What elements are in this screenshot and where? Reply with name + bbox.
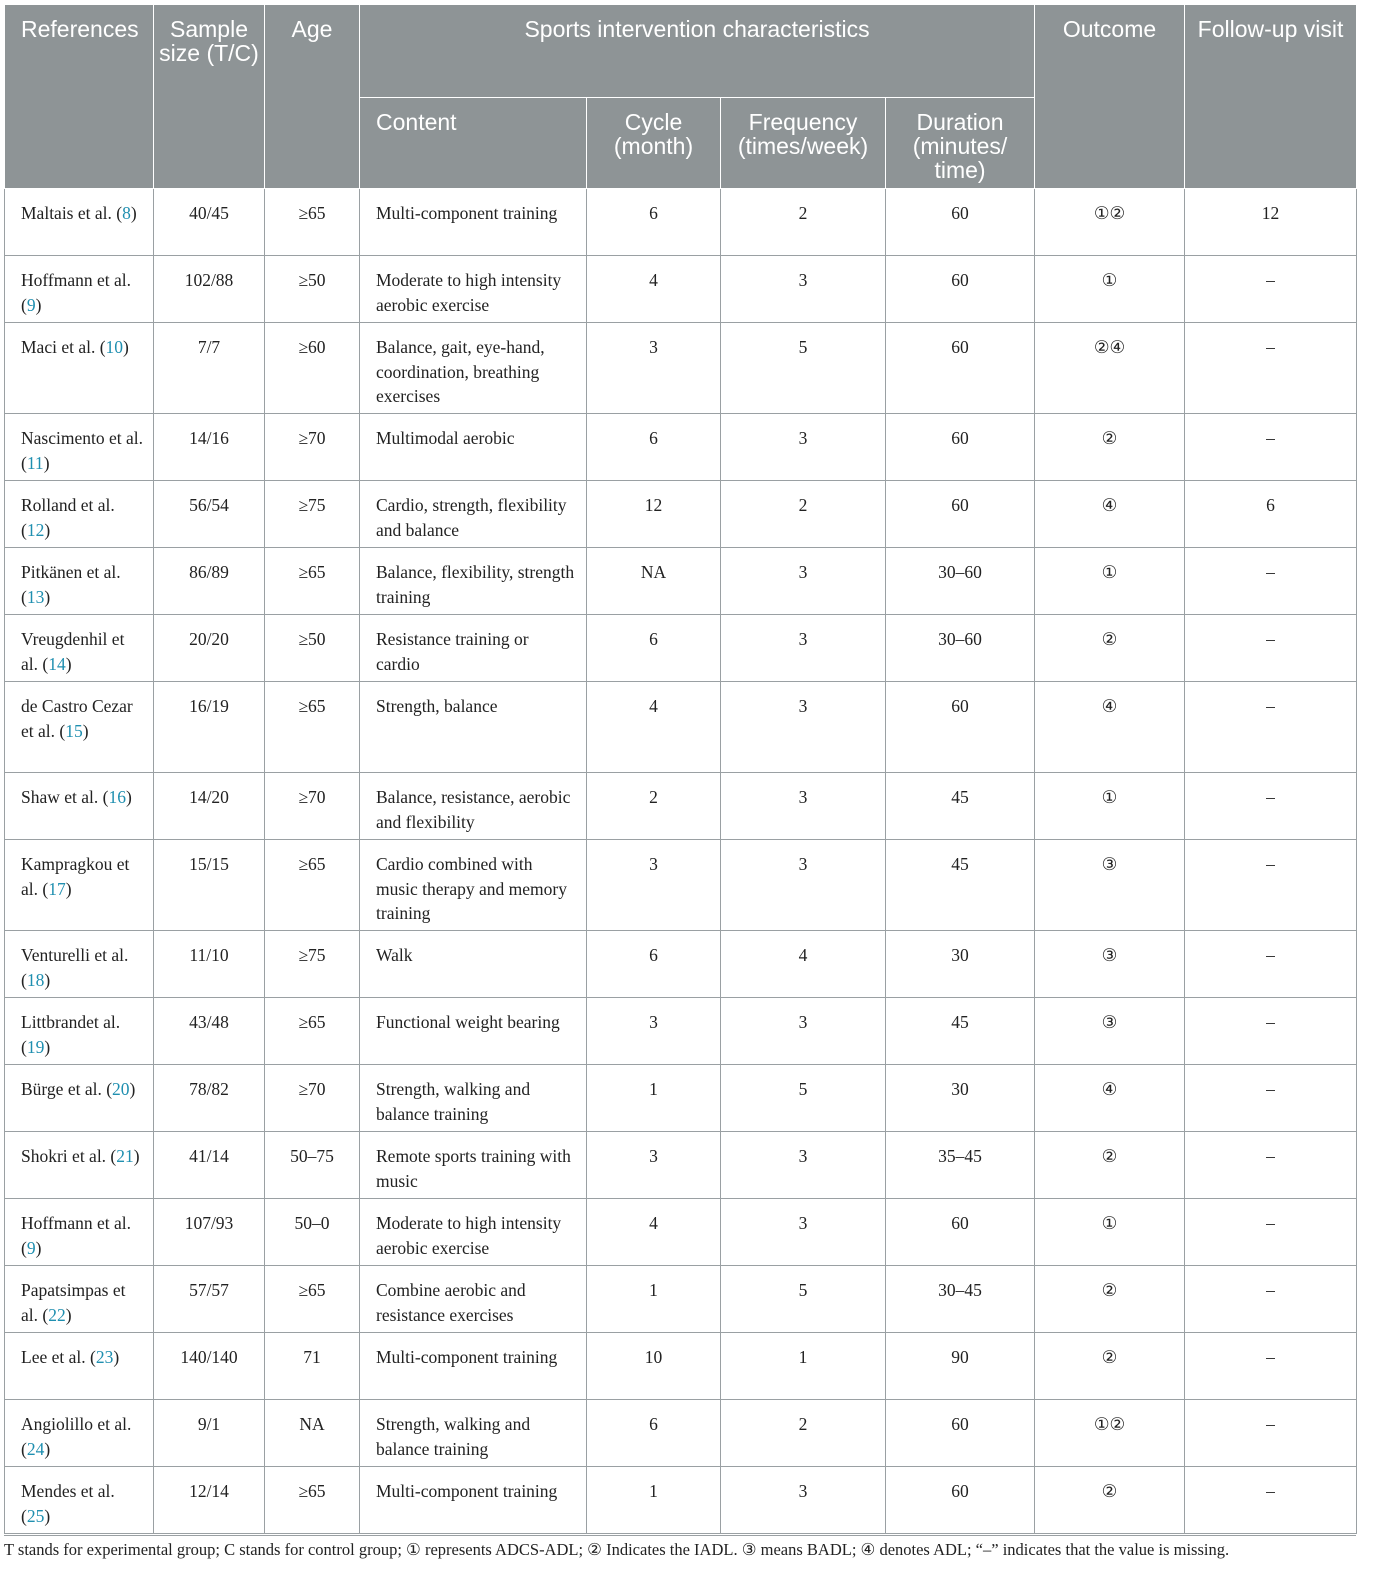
cell-frequency: 3 (721, 840, 886, 931)
cell-duration: 60 (886, 481, 1035, 548)
cell-content: Combine aerobic and resistance exercises (360, 1266, 587, 1333)
table-header (5, 5, 1357, 189)
cell-outcome: ① (1035, 548, 1185, 615)
cell-outcome: ③ (1035, 998, 1185, 1065)
reference-authors: Angiolillo et al. ( (21, 1414, 132, 1459)
reference-close-paren: ) (123, 337, 129, 357)
header-outcome: Outcome (1035, 5, 1185, 189)
cell-reference (5, 189, 154, 256)
reference-close-paren: ) (65, 1304, 72, 1325)
cell-age: ≥65 (265, 1467, 360, 1534)
table-row (5, 840, 1357, 931)
cell-follow-up: – (1185, 1065, 1357, 1132)
cell-content: Moderate to high intensity aerobic exercise (360, 1199, 587, 1266)
cell-outcome: ① (1035, 1199, 1185, 1266)
cell-cycle: 6 (587, 1400, 721, 1467)
cell-follow-up: 12 (1185, 189, 1357, 256)
cell-cycle: 1 (587, 1266, 721, 1333)
cell-cycle: 6 (587, 931, 721, 998)
cell-sample-size: 7/7 (154, 323, 265, 414)
cell-age: ≥65 (265, 840, 360, 931)
cell-sample-size: 12/14 (154, 1467, 265, 1534)
cell-cycle: 4 (587, 1199, 721, 1266)
reference-close-paren: ) (129, 1079, 136, 1099)
reference-close-paren: ) (130, 203, 137, 223)
cell-frequency: 5 (721, 1266, 886, 1333)
cell-content: Moderate to high intensity aerobic exercise (360, 256, 587, 323)
header-follow-up: Follow-up visit (1185, 5, 1357, 189)
cell-sample-size: 20/20 (154, 615, 265, 682)
cell-outcome: ① (1035, 256, 1185, 323)
reference-authors: Shokri et al. ( (21, 1146, 117, 1166)
cell-reference (5, 1266, 154, 1333)
cell-content: Resistance training or cardio (360, 615, 587, 682)
cell-follow-up: – (1185, 414, 1357, 481)
cell-sample-size: 16/19 (154, 682, 265, 773)
cell-follow-up: – (1185, 1467, 1357, 1534)
cell-frequency: 3 (721, 773, 886, 840)
reference-authors: Pitkänen et al. ( (21, 562, 121, 607)
cell-cycle: 6 (587, 414, 721, 481)
cell-frequency: 3 (721, 1467, 886, 1534)
cell-age: ≥75 (265, 481, 360, 548)
cell-follow-up: – (1185, 548, 1357, 615)
reference-close-paren: ) (113, 1347, 120, 1367)
reference-citation-link[interactable]: 15 (65, 720, 83, 741)
cell-age: 50–0 (265, 1199, 360, 1266)
cell-outcome: ② (1035, 615, 1185, 682)
header-references: References (5, 5, 154, 189)
cell-reference (5, 931, 154, 998)
reference-close-paren: ) (44, 519, 51, 540)
reference-authors: Shaw et al. ( (21, 787, 109, 807)
cell-content: Cardio combined with music therapy and memory training (360, 840, 587, 931)
cell-cycle: 3 (587, 323, 721, 414)
cell-duration: 30 (886, 931, 1035, 998)
cell-frequency: 3 (721, 548, 886, 615)
cell-duration: 90 (886, 1333, 1035, 1400)
cell-duration: 60 (886, 1467, 1035, 1534)
reference-citation-link[interactable]: 24 (26, 1438, 45, 1459)
cell-age: ≥70 (265, 773, 360, 840)
table-row (5, 998, 1357, 1065)
cell-age: ≥65 (265, 682, 360, 773)
cell-sample-size: 15/15 (154, 840, 265, 931)
reference-citation-link[interactable]: 14 (48, 653, 66, 674)
cell-reference (5, 414, 154, 481)
reference-close-paren: ) (35, 294, 42, 315)
cell-frequency: 5 (721, 323, 886, 414)
cell-age: ≥50 (265, 615, 360, 682)
cell-reference (5, 481, 154, 548)
reference-citation-link[interactable]: 13 (26, 586, 45, 607)
cell-outcome: ② (1035, 1132, 1185, 1199)
table-row (5, 1266, 1357, 1333)
cell-sample-size: 11/10 (154, 931, 265, 998)
reference-citation-link[interactable]: 19 (26, 1036, 45, 1057)
cell-frequency: 3 (721, 256, 886, 323)
cell-age: ≥65 (265, 189, 360, 256)
cell-follow-up: – (1185, 840, 1357, 931)
cell-cycle: 3 (587, 1132, 721, 1199)
header-sports-intervention: Sports intervention characteristics (360, 5, 1035, 98)
cell-frequency: 1 (721, 1333, 886, 1400)
reference-close-paren: ) (133, 1146, 140, 1166)
cell-sample-size: 40/45 (154, 189, 265, 256)
cell-follow-up: – (1185, 615, 1357, 682)
cell-follow-up: – (1185, 256, 1357, 323)
reference-close-paren: ) (82, 720, 89, 741)
cell-cycle: NA (587, 548, 721, 615)
cell-outcome: ①② (1035, 1400, 1185, 1467)
cell-frequency: 3 (721, 998, 886, 1065)
cell-content: Multimodal aerobic (360, 414, 587, 481)
cell-frequency: 3 (721, 615, 886, 682)
cell-frequency: 3 (721, 682, 886, 773)
reference-authors: Littbrandet al. ( (21, 1012, 121, 1057)
cell-sample-size: 14/16 (154, 414, 265, 481)
cell-frequency: 3 (721, 1199, 886, 1266)
cell-sample-size: 107/93 (154, 1199, 265, 1266)
cell-frequency: 3 (721, 1132, 886, 1199)
cell-reference (5, 682, 154, 773)
cell-outcome: ③ (1035, 840, 1185, 931)
reference-close-paren: ) (44, 1036, 51, 1057)
cell-duration: 45 (886, 773, 1035, 840)
cell-frequency: 5 (721, 1065, 886, 1132)
cell-duration: 30–45 (886, 1266, 1035, 1333)
reference-authors: Rolland et al. ( (21, 495, 115, 540)
cell-reference (5, 1400, 154, 1467)
cell-frequency: 4 (721, 931, 886, 998)
reference-authors: Mendes et al. ( (21, 1481, 115, 1526)
cell-sample-size: 102/88 (154, 256, 265, 323)
cell-follow-up: – (1185, 1400, 1357, 1467)
cell-cycle: 10 (587, 1333, 721, 1400)
cell-content: Strength, balance (360, 682, 587, 773)
reference-close-paren: ) (35, 1237, 42, 1258)
reference-citation-link[interactable]: 12 (26, 519, 45, 540)
table-row (5, 1467, 1357, 1534)
cell-reference (5, 323, 154, 414)
cell-duration: 35–45 (886, 1132, 1035, 1199)
reference-citation-link[interactable]: 10 (105, 337, 124, 357)
cell-reference (5, 998, 154, 1065)
cell-content: Balance, flexibility, strength training (360, 548, 587, 615)
cell-sample-size: 14/20 (154, 773, 265, 840)
reference-citation-link[interactable]: 25 (26, 1505, 45, 1526)
cell-outcome: ① (1035, 773, 1185, 840)
reference-close-paren: ) (44, 586, 51, 607)
reference-citation-link[interactable]: 9 (26, 1237, 36, 1258)
cell-duration: 30 (886, 1065, 1035, 1132)
reference-authors: Kampragkou et al. ( (21, 854, 130, 899)
cell-duration: 60 (886, 1400, 1035, 1467)
cell-sample-size: 43/48 (154, 998, 265, 1065)
cell-content: Multi-component training (360, 189, 587, 256)
cell-sample-size: 78/82 (154, 1065, 265, 1132)
cell-follow-up: – (1185, 1333, 1357, 1400)
intervention-table (4, 4, 1357, 1534)
table-row (5, 773, 1357, 840)
reference-authors: Maci et al. ( (21, 337, 106, 357)
cell-reference (5, 1333, 154, 1400)
header-duration: Duration (minutes/ time) (886, 98, 1035, 189)
table-footnote: T stands for experimental group; C stands for control group; ① represents ADCS-ADL; ② Indicates the IADL. ③ means BADL; ④ denotes ADL; “–” indicates that the value is missing. (4, 1540, 1230, 1559)
cell-content: Multi-component training (360, 1333, 587, 1400)
cell-age: ≥65 (265, 548, 360, 615)
cell-duration: 60 (886, 189, 1035, 256)
reference-authors: Vreugdenhil et al. ( (21, 629, 125, 674)
cell-duration: 30–60 (886, 615, 1035, 682)
table-row (5, 189, 1357, 256)
reference-close-paren: ) (125, 787, 132, 807)
cell-sample-size: 56/54 (154, 481, 265, 548)
reference-close-paren: ) (65, 878, 72, 899)
header-sample-size: Sample size (T/C) (154, 5, 265, 189)
cell-outcome: ② (1035, 1467, 1185, 1534)
cell-outcome: ④ (1035, 682, 1185, 773)
reference-authors: Maltais et al. ( (21, 203, 123, 223)
cell-content: Strength, walking and balance training (360, 1065, 587, 1132)
cell-age: 50–75 (265, 1132, 360, 1199)
cell-sample-size: 41/14 (154, 1132, 265, 1199)
cell-duration: 45 (886, 840, 1035, 931)
table-row (5, 682, 1357, 773)
reference-citation-link[interactable]: 18 (26, 969, 45, 990)
cell-frequency: 2 (721, 1400, 886, 1467)
reference-citation-link[interactable]: 16 (108, 787, 126, 807)
reference-close-paren: ) (43, 452, 50, 473)
header-content: Content (360, 98, 587, 189)
cell-cycle: 1 (587, 1467, 721, 1534)
cell-content: Walk (360, 931, 587, 998)
header-frequency: Frequency (times/week) (721, 98, 886, 189)
cell-age: ≥65 (265, 998, 360, 1065)
reference-authors: Hoffmann et al. ( (21, 270, 131, 315)
cell-frequency: 2 (721, 189, 886, 256)
cell-age: ≥65 (265, 1266, 360, 1333)
cell-sample-size: 9/1 (154, 1400, 265, 1467)
table-row (5, 1132, 1357, 1199)
cell-reference (5, 1065, 154, 1132)
cell-cycle: 3 (587, 840, 721, 931)
cell-cycle: 3 (587, 998, 721, 1065)
table-body (5, 189, 1357, 1534)
cell-content: Remote sports training with music (360, 1132, 587, 1199)
cell-reference (5, 773, 154, 840)
cell-age: ≥75 (265, 931, 360, 998)
reference-authors: de Castro Cezar et al. ( (21, 696, 133, 741)
cell-outcome: ② (1035, 414, 1185, 481)
cell-duration: 60 (886, 682, 1035, 773)
reference-close-paren: ) (65, 653, 72, 674)
cell-age: ≥70 (265, 414, 360, 481)
cell-duration: 60 (886, 414, 1035, 481)
cell-cycle: 1 (587, 1065, 721, 1132)
reference-authors: Bürge et al. ( (21, 1079, 113, 1099)
reference-close-paren: ) (44, 969, 51, 990)
table-row (5, 1199, 1357, 1266)
table-row (5, 414, 1357, 481)
cell-outcome: ①② (1035, 189, 1185, 256)
cell-reference (5, 256, 154, 323)
reference-authors: Nascimento et al. ( (21, 428, 143, 473)
cell-follow-up: – (1185, 931, 1357, 998)
table-row (5, 481, 1357, 548)
cell-cycle: 2 (587, 773, 721, 840)
cell-follow-up: – (1185, 1266, 1357, 1333)
reference-close-paren: ) (44, 1505, 51, 1526)
cell-reference (5, 1199, 154, 1266)
cell-reference (5, 1132, 154, 1199)
cell-follow-up: – (1185, 323, 1357, 414)
header-cycle: Cycle (month) (587, 98, 721, 189)
table-row (5, 1400, 1357, 1467)
cell-follow-up: – (1185, 998, 1357, 1065)
table-row (5, 548, 1357, 615)
reference-citation-link[interactable]: 11 (26, 452, 44, 473)
cell-duration: 60 (886, 323, 1035, 414)
reference-citation-link[interactable]: 17 (48, 878, 66, 899)
cell-outcome: ④ (1035, 481, 1185, 548)
cell-cycle: 4 (587, 682, 721, 773)
cell-frequency: 2 (721, 481, 886, 548)
reference-citation-link[interactable]: 22 (48, 1304, 66, 1325)
cell-cycle: 12 (587, 481, 721, 548)
cell-age: ≥60 (265, 323, 360, 414)
cell-cycle: 6 (587, 615, 721, 682)
cell-duration: 60 (886, 256, 1035, 323)
table-row (5, 256, 1357, 323)
cell-age: 71 (265, 1333, 360, 1400)
cell-reference (5, 548, 154, 615)
cell-frequency: 3 (721, 414, 886, 481)
table-row (5, 323, 1357, 414)
reference-citation-link[interactable]: 8 (122, 203, 131, 223)
table-row (5, 931, 1357, 998)
cell-sample-size: 140/140 (154, 1333, 265, 1400)
cell-age: NA (265, 1400, 360, 1467)
cell-content: Strength, walking and balance training (360, 1400, 587, 1467)
cell-follow-up: – (1185, 682, 1357, 773)
reference-authors: Papatsimpas et al. ( (21, 1280, 126, 1325)
cell-content: Cardio, strength, flexibility and balance (360, 481, 587, 548)
cell-content: Functional weight bearing (360, 998, 587, 1065)
reference-authors: Hoffmann et al. ( (21, 1213, 131, 1258)
cell-duration: 60 (886, 1199, 1035, 1266)
cell-outcome: ② (1035, 1266, 1185, 1333)
table-row (5, 1065, 1357, 1132)
cell-content: Multi-component training (360, 1467, 587, 1534)
cell-outcome: ② (1035, 1333, 1185, 1400)
reference-citation-link[interactable]: 23 (95, 1347, 114, 1367)
reference-citation-link[interactable]: 20 (112, 1079, 130, 1099)
cell-follow-up: – (1185, 1199, 1357, 1266)
cell-outcome: ④ (1035, 1065, 1185, 1132)
reference-citation-link[interactable]: 21 (116, 1146, 134, 1166)
header-age: Age (265, 5, 360, 189)
cell-reference (5, 1467, 154, 1534)
cell-age: ≥50 (265, 256, 360, 323)
cell-follow-up: 6 (1185, 481, 1357, 548)
cell-sample-size: 86/89 (154, 548, 265, 615)
cell-age: ≥70 (265, 1065, 360, 1132)
cell-reference (5, 615, 154, 682)
reference-authors: Venturelli et al. ( (21, 945, 129, 990)
cell-content: Balance, gait, eye-hand, coordination, breathing exercises (360, 323, 587, 414)
cell-follow-up: – (1185, 773, 1357, 840)
reference-authors: Lee et al. ( (21, 1347, 96, 1367)
footnote-divider (4, 1535, 1356, 1536)
cell-sample-size: 57/57 (154, 1266, 265, 1333)
table-row (5, 615, 1357, 682)
cell-follow-up: – (1185, 1132, 1357, 1199)
cell-reference (5, 840, 154, 931)
cell-outcome: ②④ (1035, 323, 1185, 414)
table-row (5, 1333, 1357, 1400)
cell-outcome: ③ (1035, 931, 1185, 998)
reference-close-paren: ) (44, 1438, 51, 1459)
cell-content: Balance, resistance, aerobic and flexibility (360, 773, 587, 840)
cell-cycle: 6 (587, 189, 721, 256)
cell-cycle: 4 (587, 256, 721, 323)
cell-duration: 30–60 (886, 548, 1035, 615)
reference-citation-link[interactable]: 9 (26, 294, 36, 315)
cell-duration: 45 (886, 998, 1035, 1065)
